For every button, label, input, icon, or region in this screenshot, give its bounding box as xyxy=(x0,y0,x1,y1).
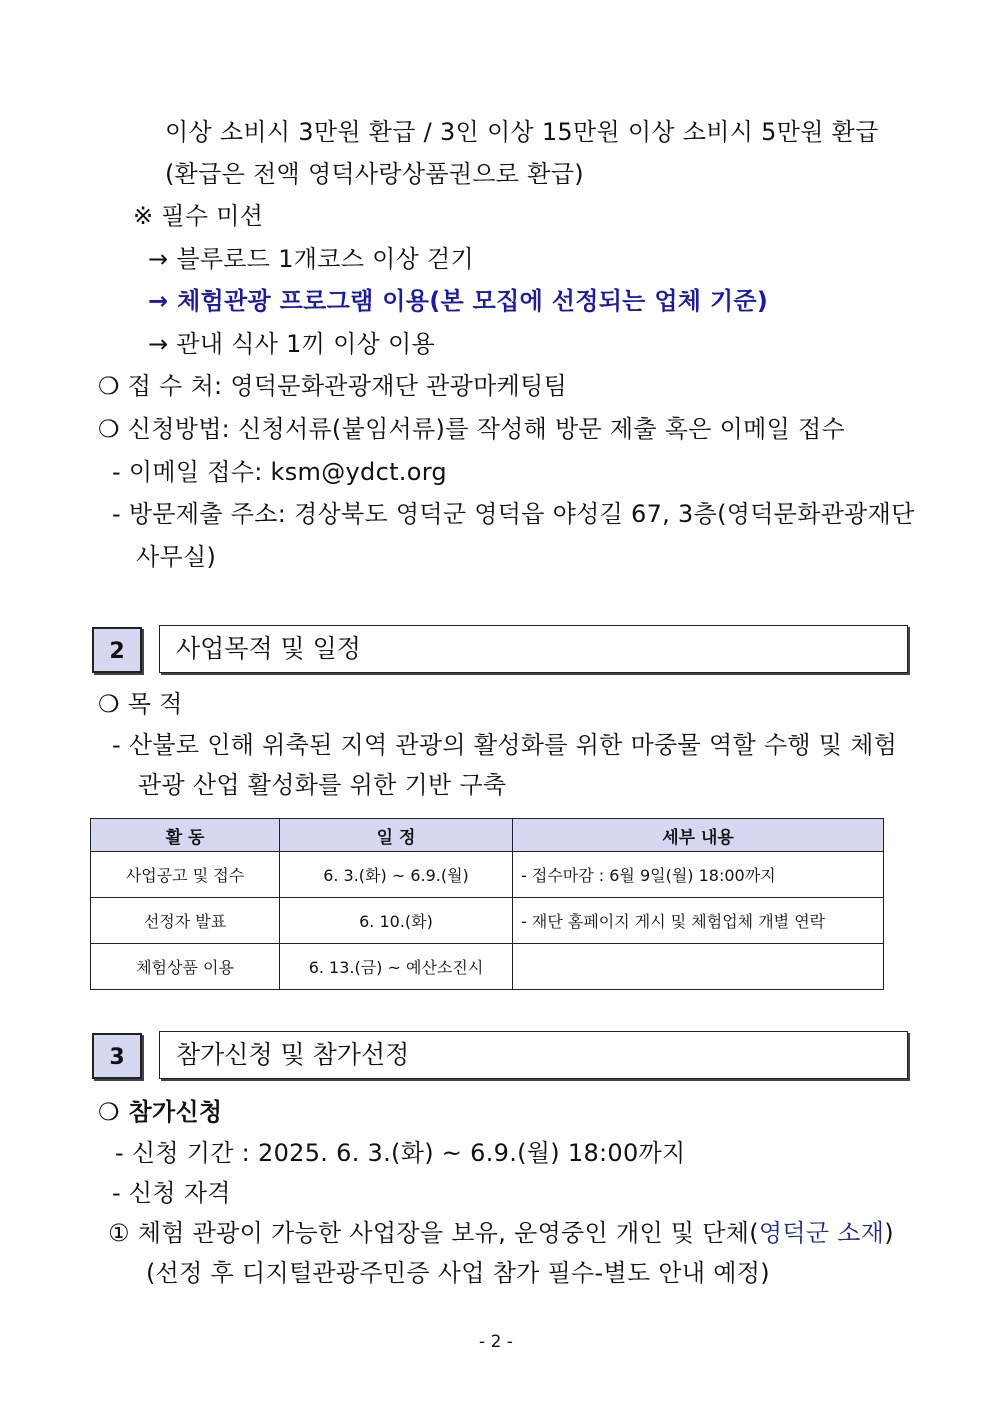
address-line-1: - 방문제출 주소: 경상북도 영덕군 영덕읍 야성길 67, 3층(영덕문화관광재단 xyxy=(112,500,915,528)
qualification-item-1 xyxy=(108,1217,894,1249)
table-row xyxy=(91,898,884,944)
table-row xyxy=(91,944,884,990)
table-cell: - 재단 홈페이지 게시 및 체험업체 개별 연락 xyxy=(513,898,884,944)
refund-line: 이상 소비시 3만원 환급 / 3인 이상 15만원 이상 소비시 5만원 환급 xyxy=(165,118,879,146)
reception-line: ❍ 접 수 처: 영덕문화관광재단 관광마케팅팀 xyxy=(98,372,568,400)
table-cell: 사업공고 및 접수 xyxy=(91,852,280,898)
page-number: - 2 - xyxy=(479,1332,513,1352)
table-cell: - 접수마감 : 6월 9일(월) 18:00까지 xyxy=(513,852,884,898)
table-cell: 6. 10.(화) xyxy=(280,898,513,944)
mission-item-2: → 체험관광 프로그램 이용(본 모집에 선정되는 업체 기준) xyxy=(148,287,769,315)
table-cell: 선정자 발표 xyxy=(91,898,280,944)
table-row xyxy=(91,852,884,898)
qualification-label: - 신청 자격 xyxy=(112,1179,231,1207)
section-3-number: 3 xyxy=(92,1033,142,1079)
mission-item-1: → 블루로드 1개코스 이상 걷기 xyxy=(148,245,475,273)
refund-note: (환급은 전액 영덕사랑상품권으로 환급) xyxy=(165,160,584,188)
email-line: - 이메일 접수: ksm@ydct.org xyxy=(112,458,447,486)
apply-label: ❍ 참가신청 xyxy=(98,1098,223,1126)
section-3-title: 참가신청 및 참가선정 xyxy=(159,1031,908,1079)
table-cell: 체험상품 이용 xyxy=(91,944,280,990)
table-header: 활 동 xyxy=(91,819,280,852)
purpose-label: ❍ 목 적 xyxy=(98,690,183,718)
mission-title: ※ 필수 미션 xyxy=(133,202,264,230)
section-2-title: 사업목적 및 일정 xyxy=(159,625,908,673)
table-header-row xyxy=(91,819,884,852)
section-2-number: 2 xyxy=(92,627,142,673)
table-header: 세부 내용 xyxy=(513,819,884,852)
method-line: ❍ 신청방법: 신청서류(붙임서류)를 작성해 방문 제출 혹은 이메일 접수 xyxy=(98,415,846,443)
qualification-text: ① 체험 관광이 가능한 사업장을 보유, 운영중인 개인 및 단체( xyxy=(108,1219,759,1247)
mission-item-3: → 관내 식사 1끼 이상 이용 xyxy=(148,330,435,358)
qualification-note: (선정 후 디지털관광주민증 사업 참가 필수-별도 안내 예정) xyxy=(146,1259,770,1287)
qualification-close: ) xyxy=(884,1219,894,1247)
table-cell xyxy=(513,944,884,990)
table-cell: 6. 3.(화) ~ 6.9.(월) xyxy=(280,852,513,898)
table-header: 일 정 xyxy=(280,819,513,852)
apply-period: - 신청 기간 : 2025. 6. 3.(화) ~ 6.9.(월) 18:00까지 xyxy=(115,1139,686,1167)
qualification-region: 영덕군 소재 xyxy=(758,1219,885,1247)
purpose-line-1: - 산불로 인해 위축된 지역 관광의 활성화를 위한 마중물 역할 수행 및 체험 xyxy=(112,731,898,759)
purpose-line-2: 관광 산업 활성화를 위한 기반 구축 xyxy=(138,771,507,799)
schedule-table xyxy=(90,818,884,990)
address-line-2: 사무실) xyxy=(136,543,217,571)
table-cell: 6. 13.(금) ~ 예산소진시 xyxy=(280,944,513,990)
